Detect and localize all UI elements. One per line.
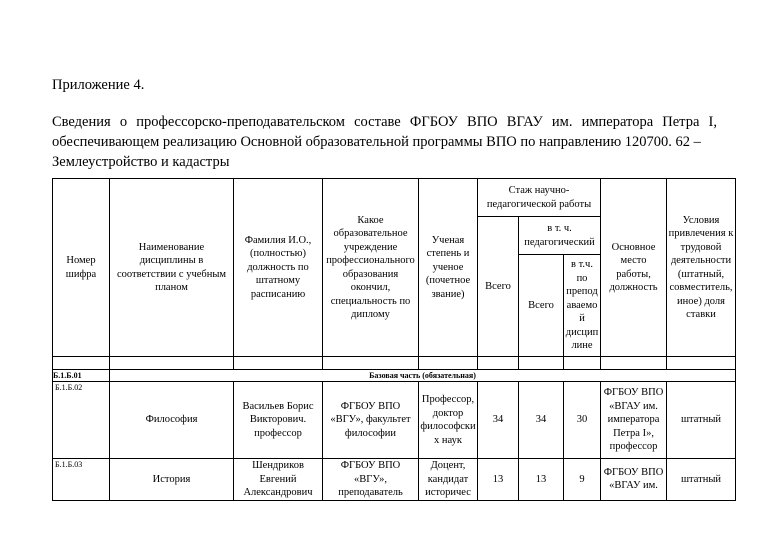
row-discipline: Философия — [110, 382, 234, 459]
row-conditions: штатный — [667, 382, 736, 459]
header-total: Всего — [478, 217, 519, 357]
row-discipline: История — [110, 459, 234, 501]
section-code: Б.1.Б.01 — [53, 370, 110, 382]
intro-paragraph — [52, 112, 717, 172]
section-row — [53, 370, 736, 382]
row-teaching: 30 — [564, 382, 601, 459]
row-conditions: штатный — [667, 459, 736, 501]
row-degree: Профессор, доктор философских наук — [419, 382, 478, 459]
table-row — [53, 382, 736, 459]
row-code: Б.1.Б.03 — [53, 459, 110, 501]
empty-row — [53, 357, 736, 370]
row-code: Б.1.Б.02 — [53, 382, 110, 459]
header-degree: Ученая степень и ученое (почетное звание) — [419, 179, 478, 357]
row-person: Васильев Борис Викторович. профессор — [234, 382, 323, 459]
section-title: Базовая часть (обязательная) — [110, 370, 736, 382]
row-total: 13 — [478, 459, 519, 501]
row-total: 34 — [478, 382, 519, 459]
row-education: ФГБОУ ВПО «ВГУ», факультет философии — [323, 382, 419, 459]
row-degree: Доцент, кандидат историчес — [419, 459, 478, 501]
row-education: ФГБОУ ВПО «ВГУ», преподаватель — [323, 459, 419, 501]
row-person: Шендриков Евгений Александрович — [234, 459, 323, 501]
row-workplace: ФГБОУ ВПО «ВГАУ им. императора Петра I», профессор — [601, 382, 667, 459]
row-workplace: ФГБОУ ВПО «ВГАУ им. — [601, 459, 667, 501]
header-code: Номер шифра — [53, 179, 110, 357]
intro-line-2: Землеустройство и кадастры — [52, 154, 230, 170]
staff-table — [52, 178, 736, 501]
table-row — [53, 459, 736, 501]
appendix-title: Приложение 4. — [52, 77, 145, 93]
row-pedagogical: 34 — [519, 382, 564, 459]
header-person: Фамилия И.О., (полностью) должность по штатному расписанию — [234, 179, 323, 357]
header-pedagogical-total: Всего — [519, 255, 564, 357]
row-pedagogical: 13 — [519, 459, 564, 501]
header-education: Какое образовательное учреждение профессионального образования окончил, специальность по диплому — [323, 179, 419, 357]
intro-line-1: Сведения о профессорско-преподавательском составе ФГБОУ ВПО ВГАУ им. императора Петра I, обеспечивающем реализацию Основной образовательной программы ВПО по направлению 120700. 62 – — [52, 114, 717, 150]
row-teaching: 9 — [564, 459, 601, 501]
header-workplace: Основное место работы, должность — [601, 179, 667, 357]
header-discipline: Наименование дисциплины в соответствии с учебным планом — [110, 179, 234, 357]
header-incl-teaching: в т.ч. по преподаваемой дисциплине — [564, 255, 601, 357]
header-conditions: Условия привлечения к трудовой деятельности (штатный, совместитель, иное) доля ставки — [667, 179, 736, 357]
header-experience-group: Стаж научно-педагогической работы — [478, 179, 601, 217]
header-incl-pedagogical: в т. ч. педагогический — [519, 217, 601, 255]
